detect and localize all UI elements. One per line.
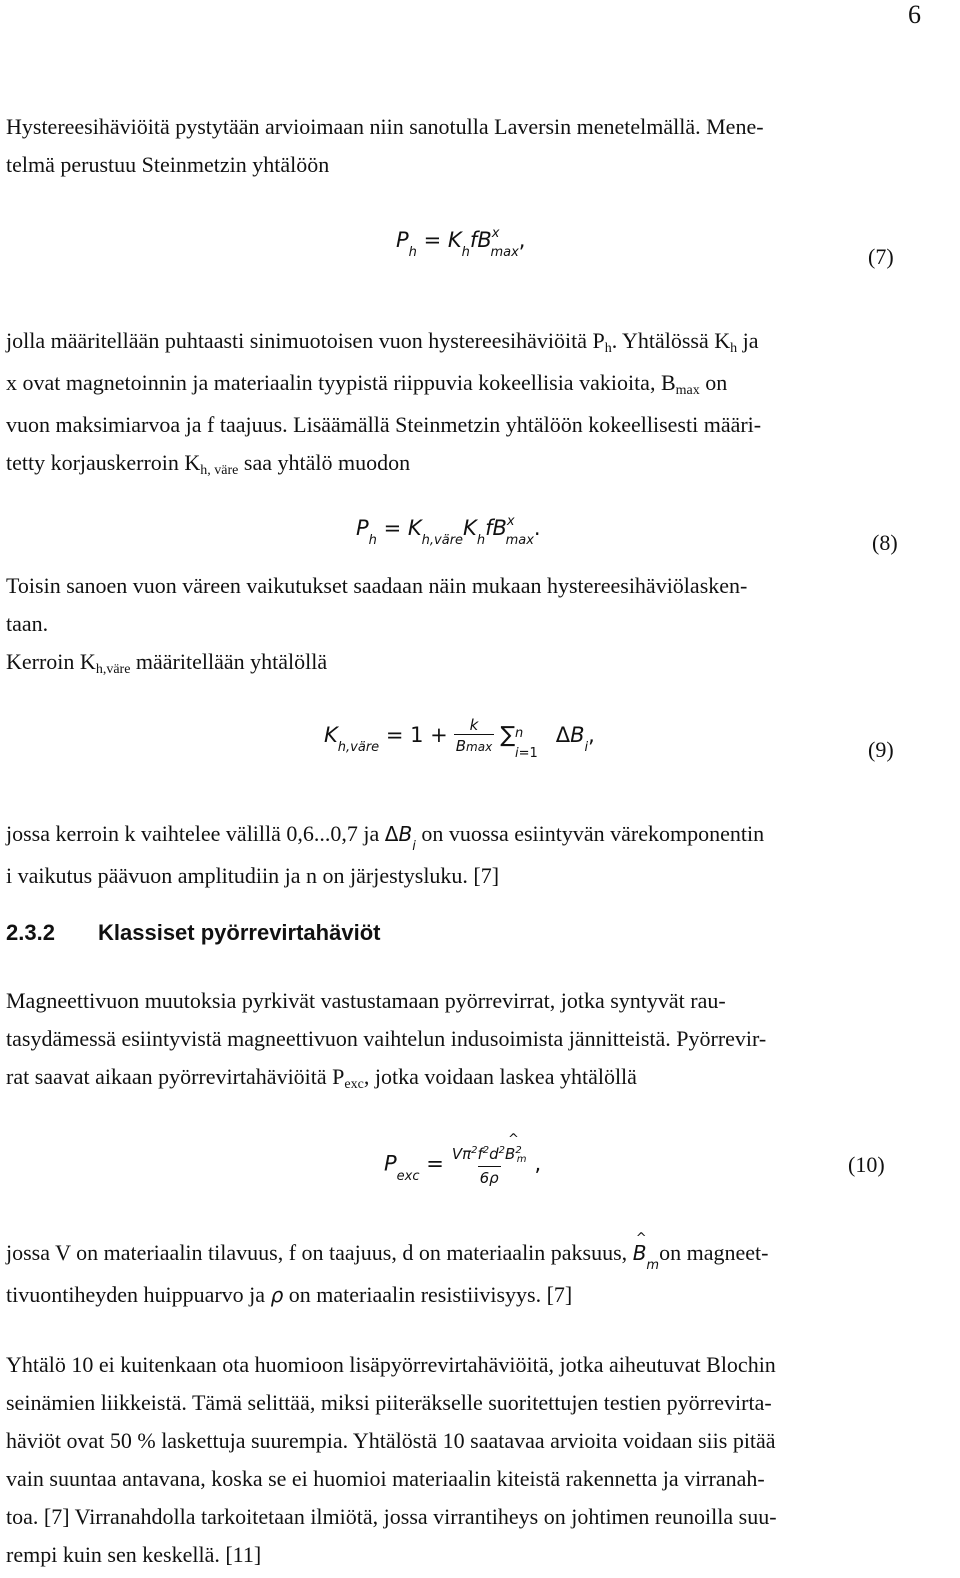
paragraph-k: jossa kerroin k vaihtelee välillä 0,6...0,7 ja $\Delta B_i$ on vuossa esiintyvän värekomponentin i vaikutus päävuon amplitudiin ja n on järjestysluku. [7] — [6, 821, 765, 888]
page-number: 6 — [908, 0, 921, 29]
equation-10: $P_{exc}$ = $\frac{V\pi^2f^2d^2\^{} B^2_m}{6\rho}$ , — [384, 1142, 541, 1187]
equation-7: $P_h = K_hfB^x_{max}$, — [396, 226, 526, 260]
paragraph-variables: jossa V on materiaalin tilavuus, f on taajuus, d on materiaalin paksuus, ^ $B_mon$ magneet- tivuontiheyden huippuarvo ja ρ on materiaalin resistiivisyys. [7] — [6, 1234, 940, 1314]
equation-number: (10) — [848, 1152, 885, 1177]
equation-9: $K_{h,väre} = 1$ + $\frac{k}{Bmax}$ ∑ n i=1 $\Delta B_i$, — [324, 716, 595, 761]
paragraph-steinmetz: jolla määritellään puhtaasti sinimuotoisen vuon hystereesihäviöitä Ph. Yhtälössä Kh ja x ovat magnetoinnin ja materiaalin tyypistä riippuvia kokeellisia vakioita, Bmax on vuon maksimiarvoa ja f taajuus. Lisäämällä Steinmetzin yhtälöön kokeellisesti määri- tetty korjauskerroin Kh, väre saa yhtälö muodon — [6, 328, 762, 478]
section-heading — [6, 920, 380, 946]
equation-number: (7) — [868, 244, 894, 269]
section-title: Klassiset pyörrevirtahäviöt — [98, 920, 381, 945]
paragraph-intro — [6, 108, 940, 184]
paragraph-line: telmä perustuu Steinmetzin yhtälöön — [6, 152, 330, 177]
section-number: 2.3.2 — [6, 920, 55, 945]
equation-number: (9) — [868, 737, 894, 762]
equation-8: $P_h = K_{h,väre}K_hfB^x_{max}$. — [356, 514, 541, 548]
paragraph-line: Hystereesihäviöitä pystytään arvioimaan niin sanotulla Laversin menetelmällä. Mene- — [6, 114, 764, 139]
equation-number: (8) — [872, 530, 898, 555]
paragraph-vare: Toisin sanoen vuon väreen vaikutukset saadaan näin mukaan hystereesihäviölasken- taan. Kerroin Kh,väre määritellään yhtälöllä — [6, 573, 748, 677]
paragraph-eddy: Magneettivuon muutoksia pyrkivät vastustamaan pyörrevirrat, jotka syntyvät rau- tasydämessä esiintyvistä magneettivuon vaihtelun indusoimista jännitteistä. Pyörrevir- rat saavat aikaan pyörrevirtahäviöitä Pexc, jotka voidaan laskea yhtälöllä — [6, 988, 767, 1092]
paragraph-bloch: Yhtälö 10 ei kuitenkaan ota huomioon lisäpyörrevirtahäviöitä, jotka aiheutuvat Blochin seinämien liikkeistä. Tämä selittää, miksi piiteräkselle suoritettujen testien pyörrevirta- häviöt ovat 50 % laskettuja suurempia. Yhtälöstä 10 saatavaa arvioita voidaan siis pitää vain suuntaa antavana, koska se ei huomioi materiaalin kiteistä rakennetta ja virranah- toa. [7] Virranahdolla tarkoitetaan ilmiötä, jossa virrantiheys on johtimen reunoilla suu- rempi kuin sen keskellä. [11] — [6, 1352, 777, 1567]
